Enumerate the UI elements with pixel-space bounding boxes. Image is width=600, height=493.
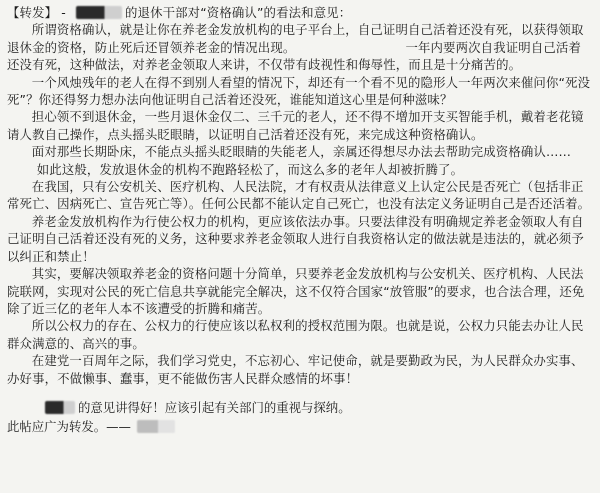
- paragraph-6: 在我国，只有公安机关、医疗机构、人民法院，才有权责从法律意义上认定公民是否死亡（包括非正常死亡、因病死亡、宣告死亡等）。任何公民都不能认定自己死亡，也没有法定义务证明自己是否还活着。: [7, 179, 591, 212]
- repost-comment: [7, 399, 592, 416]
- post-title-line: [7, 4, 592, 21]
- post-title: 的退休干部对“资格确认”的看法和意见：: [124, 5, 352, 20]
- redacted-signature: [137, 420, 175, 433]
- paragraph-3: 担心领不到退休金，一些月退休金仅二、三千元的老人，还不得不增加开支买智能手机，戴着老花镜请人教自己操作，点头摇头眨眼睛，以证明自己活着还没有死，来完成这种资格确认。: [7, 109, 584, 142]
- article-body: [7, 4, 592, 387]
- title-dash: -: [61, 5, 66, 20]
- paragraph-1: 所谓资格确认，就是让你在养老金发放机构的电子平台上，自己证明自己活着还没有死，以获得领取退休金的资格，防止死后还冒领养老金的情况出现。 一年内要两次自我证明自己活着还没有死，这种做法，对养老金领取人来讲，不仅带有歧视性和侮辱性，而且是十分痛苦的。: [7, 22, 584, 73]
- redacted-name: [76, 6, 122, 19]
- paragraph-7: 养老金发放机构作为行使公权力的机构，更应该依法办事。只要法律没有明确规定养老金领取人有自己证明自己活着还没有死的义务，这种要求养老金领取人进行自我资格认定的做法就是违法的，就必须予以纠正和禁止！: [7, 213, 584, 264]
- paragraph-9: 所以公权力的存在、公权力的行使应该以私权利的授权范围为限。也就是说，公权力只能去办让人民群众满意的、高兴的事。: [7, 318, 584, 351]
- footer-text: 此帖应广为转发。——: [7, 419, 131, 435]
- forward-tag: 【转发】: [7, 5, 58, 20]
- repost-footer: [7, 418, 592, 435]
- paragraph-5: 如此这般，发放退休金的机构不跑路轻松了，而这么多的老年人却被折腾了。: [36, 161, 464, 177]
- comment-text: 的意见讲得好！应该引起有关部门的重视与探纳。: [78, 399, 351, 415]
- paragraph-4: 面对那些长期卧床，不能点头摇头眨眼睛的失能老人，亲属还得想尽办法去帮助完成资格确认……: [31, 144, 572, 160]
- redacted-name: [45, 401, 75, 414]
- paragraph-10: 在建党一百周年之际，我们学习党史，不忘初心、牢记使命，就是要勤政为民，为人民群众办实事、办好事，不做懒事、蠢事，更不能做伤害人民群众感情的坏事！: [7, 353, 584, 386]
- paragraph-8: 其实，要解决领取养老金的资格问题十分简单，只要养老金发放机构与公安机关、医疗机构、人民法院联网，实现对公民的死亡信息共享就能完全解决，这不仅符合国家“放管服”的要求，也合法合理，还免除了近三亿的老年人本不该遭受的折腾和痛苦。: [7, 266, 585, 316]
- paragraph-2: 一个风烛残年的老人在得不到别人看望的情况下，却还有一个看不见的隐形人一年两次来催问你“死没死”？你还得努力想办法向他证明自己活着还没死，谁能知道这心里是何种滋味？: [7, 74, 591, 108]
